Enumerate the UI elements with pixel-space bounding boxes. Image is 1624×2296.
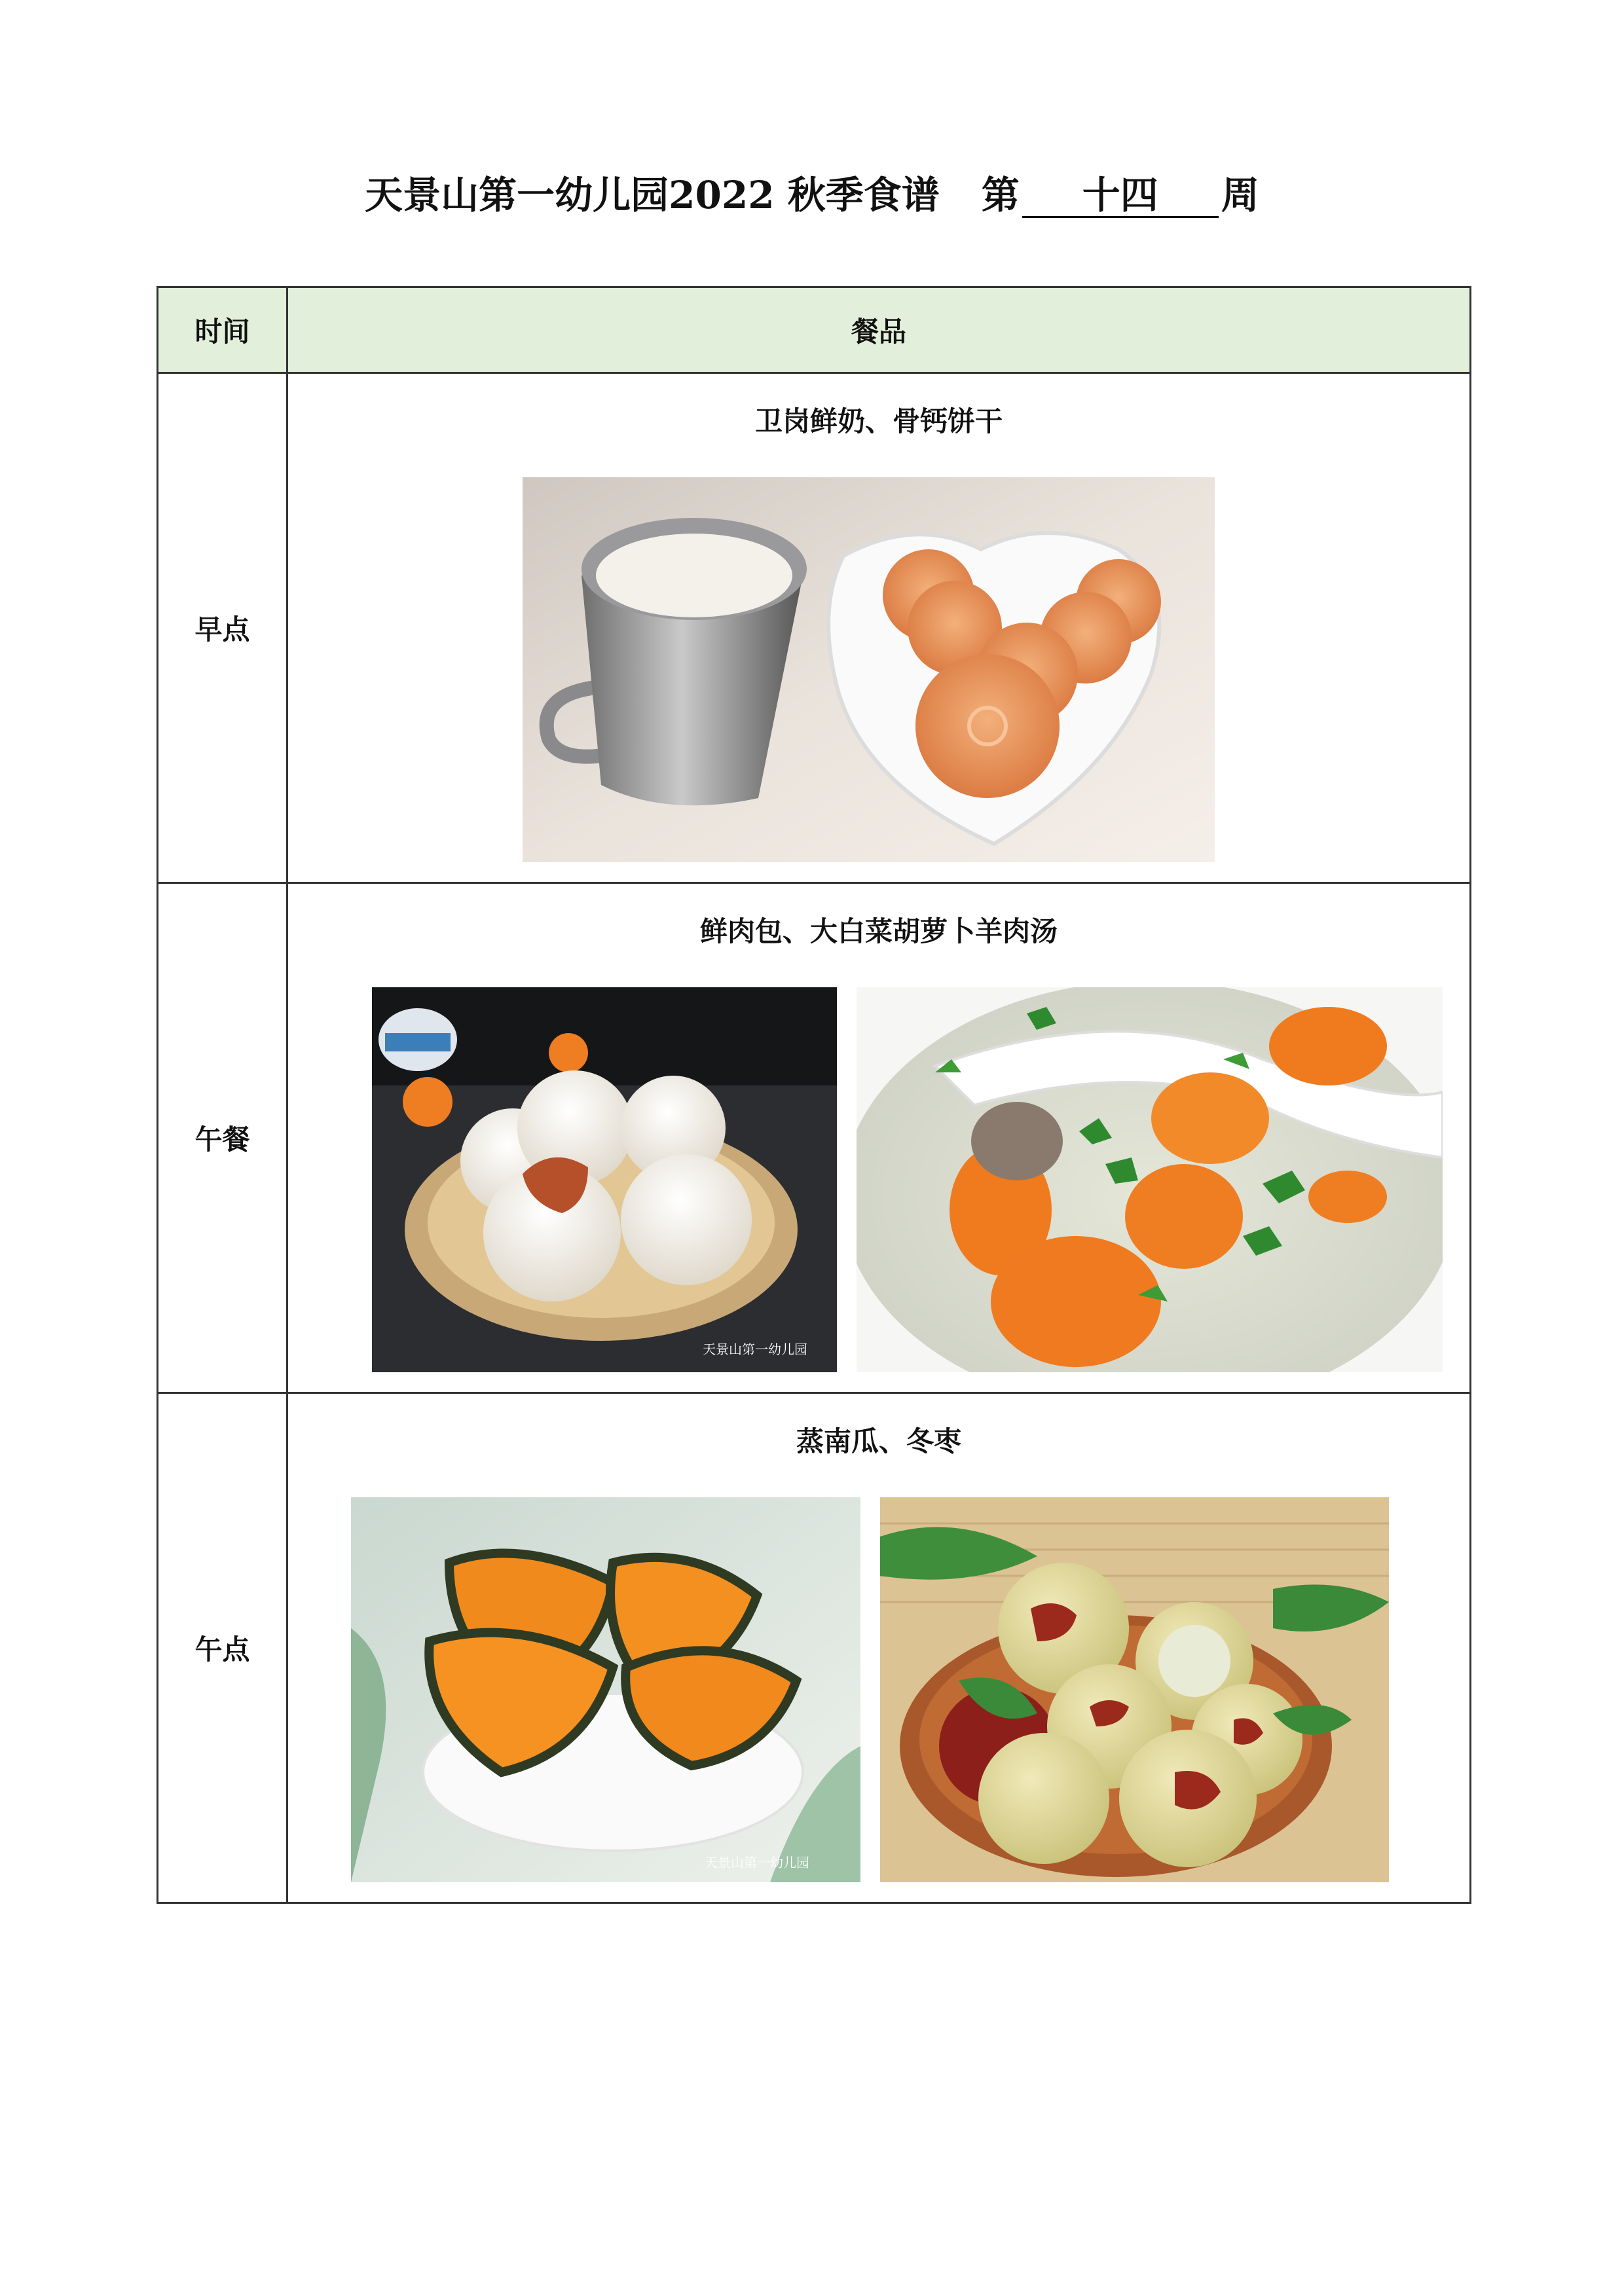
winter-jujube-photo <box>880 1497 1389 1882</box>
week-number: 十四 <box>1022 174 1219 218</box>
table-row <box>158 1393 1471 1903</box>
header-food: 餐品 <box>287 287 1471 373</box>
meal-time: 午点 <box>158 1393 287 1903</box>
meal-food-cell <box>287 883 1471 1393</box>
page-title <box>0 169 1624 221</box>
header-time: 时间 <box>158 287 287 373</box>
table-row <box>158 373 1471 883</box>
meal-time: 午餐 <box>158 883 287 1393</box>
meal-food-name: 卫岗鲜奶、骨钙饼干 <box>754 405 1003 437</box>
table-header-row <box>158 287 1471 373</box>
meat-buns-photo <box>372 987 837 1372</box>
steamed-pumpkin-photo <box>351 1497 860 1882</box>
meal-food-name: 鲜肉包、大白菜胡萝卜羊肉汤 <box>699 915 1058 947</box>
meal-time: 早点 <box>158 373 287 883</box>
lamb-carrot-soup-photo <box>857 987 1443 1372</box>
week-prefix: 第 <box>981 173 1020 217</box>
menu-table <box>157 286 1471 1904</box>
meal-food-cell <box>287 1393 1471 1903</box>
milk-and-biscuits-photo <box>523 477 1215 862</box>
watermark: 天景山第一幼儿园 <box>705 1855 809 1870</box>
meal-food-name: 蒸南瓜、冬枣 <box>796 1425 961 1457</box>
table-row <box>158 883 1471 1393</box>
meal-food-cell <box>287 373 1471 883</box>
watermark: 天景山第一幼儿园 <box>703 1341 807 1357</box>
week-suffix: 周 <box>1221 173 1259 217</box>
title-main: 天景山第一幼儿园2022 秋季食谱 <box>365 173 940 217</box>
